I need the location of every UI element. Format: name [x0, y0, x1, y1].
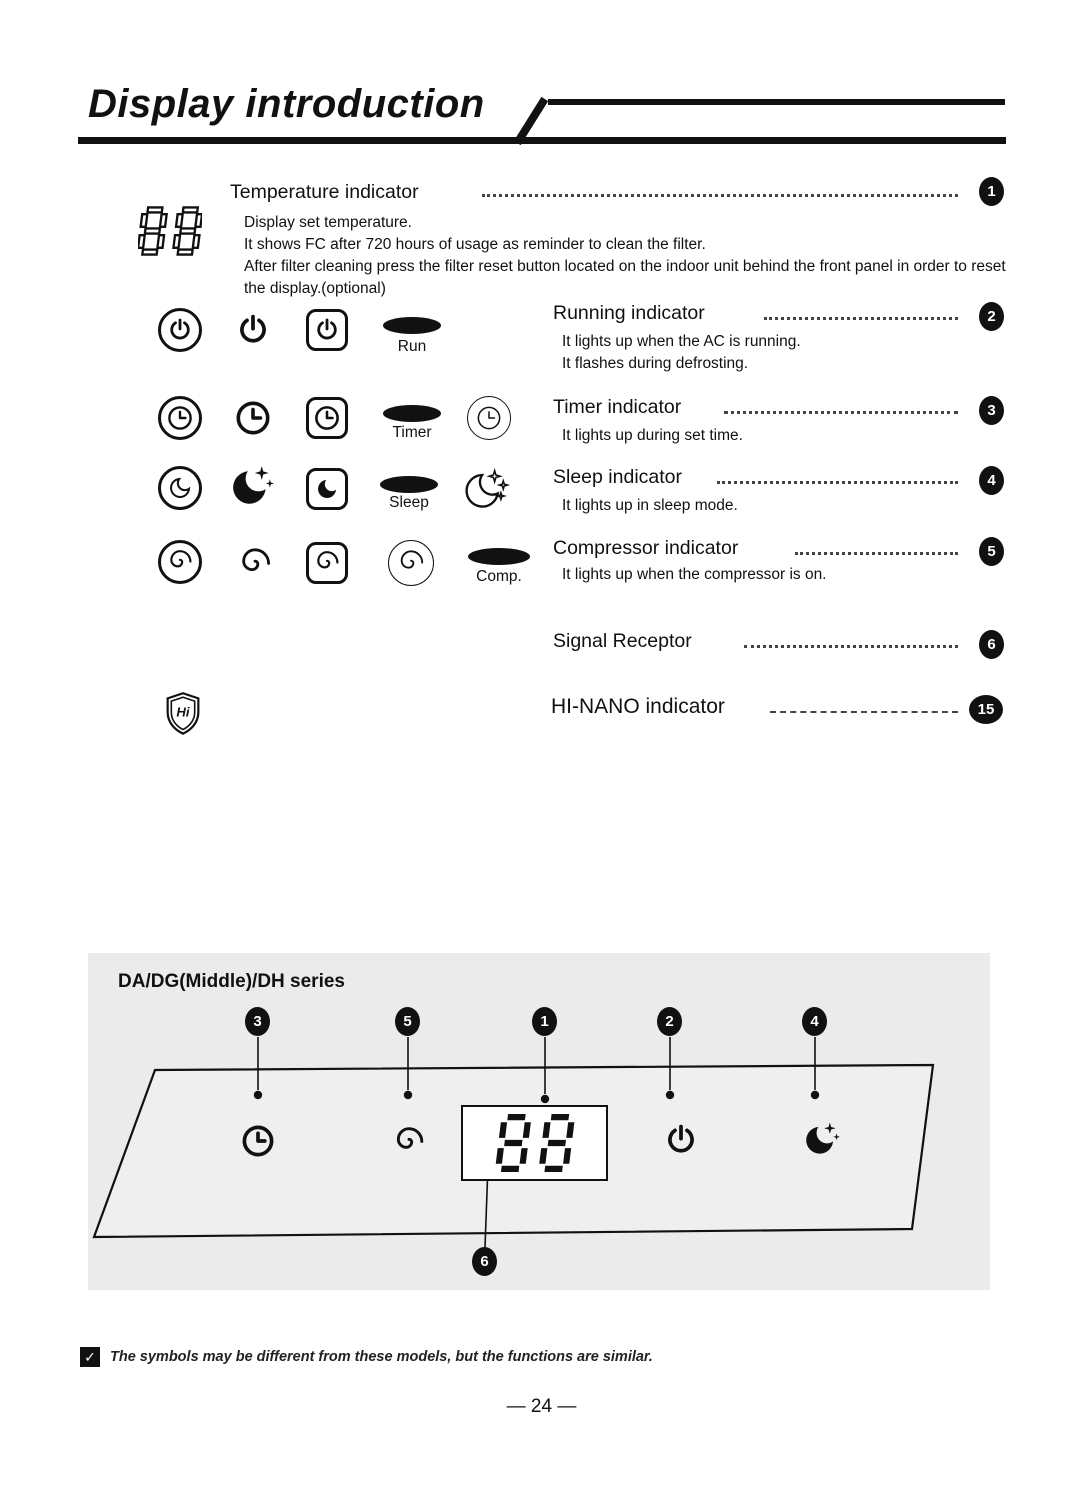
panel-callout-badge-6: 6	[472, 1247, 497, 1276]
panel-callout-badge-3: 3	[245, 1007, 270, 1036]
sleep-indicator-label: Sleep indicator	[553, 466, 682, 488]
panel-callout-badge-5: 5	[395, 1007, 420, 1036]
panel-moon-icon	[800, 1119, 842, 1159]
temperature-indicator-label: Temperature indicator	[230, 181, 419, 203]
panel-clock-icon	[239, 1122, 277, 1160]
callout-badge-4: 4	[979, 466, 1004, 495]
panel-power-icon	[662, 1121, 700, 1159]
spiral-circle-icon	[388, 540, 434, 586]
seven-segment-display-icon	[138, 206, 202, 256]
panel-callout-badge-4: 4	[802, 1007, 827, 1036]
callout-badge-5: 5	[979, 537, 1004, 566]
title-top-rule	[548, 99, 1005, 105]
callout-badge-15: 15	[969, 695, 1003, 724]
moon-stars-icon	[226, 462, 276, 510]
temperature-description	[244, 212, 1006, 300]
moon-snowflakes-icon	[460, 464, 512, 512]
comp-lamp-icon	[468, 548, 530, 565]
callout-badge-1: 1	[979, 177, 1004, 206]
callout-badge-3: 3	[979, 396, 1004, 425]
running-desc-line: It lights up when the AC is running.	[562, 333, 801, 350]
swirl-square-icon	[306, 542, 348, 584]
leader-line	[764, 317, 958, 320]
leader-line	[770, 711, 958, 713]
leader-line	[795, 552, 958, 555]
run-lamp-label: Run	[397, 338, 427, 355]
hi-nano-shield-icon	[162, 690, 204, 736]
panel-callout-badge-1: 1	[532, 1007, 557, 1036]
title-underline	[78, 137, 1006, 144]
compressor-desc-line: It lights up when the compressor is on.	[562, 566, 827, 583]
panel-swirl-icon	[390, 1123, 428, 1161]
temperature-desc-line: Display set temperature.	[244, 214, 412, 231]
leader-line	[744, 645, 958, 648]
power-circle-icon	[158, 308, 202, 352]
callout-badge-2: 2	[979, 302, 1004, 331]
hi-nano-indicator-label: HI-NANO indicator	[551, 695, 725, 718]
compressor-indicator-label: Compressor indicator	[553, 537, 739, 559]
callout-badge-6: 6	[979, 630, 1004, 659]
check-icon: ✓	[80, 1347, 100, 1367]
panel-temperature-display	[461, 1105, 608, 1181]
timer-indicator-label: Timer indicator	[553, 396, 682, 418]
sleep-lamp-label: Sleep	[389, 494, 429, 511]
leader-line	[482, 194, 958, 197]
temperature-desc-line: It shows FC after 720 hours of usage as reminder to clean the filter.	[244, 236, 706, 253]
series-panel-box	[88, 953, 990, 1290]
timer-lamp-label: Timer	[392, 424, 432, 441]
timer-desc-line: It lights up during set time.	[562, 427, 743, 444]
sleep-desc-line: It lights up in sleep mode.	[562, 497, 738, 514]
leader-line	[717, 481, 958, 484]
signal-receptor-label: Signal Receptor	[553, 630, 692, 652]
clock-thin-icon	[467, 396, 511, 440]
clock-icon	[231, 396, 275, 440]
panel-callout-badge-2: 2	[657, 1007, 682, 1036]
running-indicator-label: Running indicator	[553, 302, 705, 324]
page-title: Display introduction	[88, 82, 485, 126]
power-square-icon	[306, 309, 348, 351]
power-icon	[231, 308, 275, 352]
page-number: — 24 —	[506, 1396, 577, 1417]
clock-circle-icon	[158, 396, 202, 440]
moon-circle-icon	[158, 466, 202, 510]
swirl-circle-icon	[158, 540, 202, 584]
footnote-text: The symbols may be different from these models, but the functions are similar.	[110, 1349, 653, 1365]
moon-square-icon	[306, 468, 348, 510]
swirl-icon	[233, 542, 277, 586]
series-title: DA/DG(Middle)/DH series	[118, 971, 345, 992]
clock-square-icon	[306, 397, 348, 439]
run-lamp-icon	[383, 317, 441, 334]
running-desc-line: It flashes during defrosting.	[562, 355, 749, 372]
temperature-desc-line: After filter cleaning press the filter reset button located on the indoor unit behind the front panel in order to reset the display.(optional)	[244, 258, 1006, 297]
svg-text:Hi: Hi	[176, 704, 190, 720]
comp-lamp-label: Comp.	[476, 568, 522, 585]
sleep-lamp-icon	[380, 476, 438, 493]
timer-lamp-icon	[383, 405, 441, 422]
leader-line	[724, 411, 958, 414]
